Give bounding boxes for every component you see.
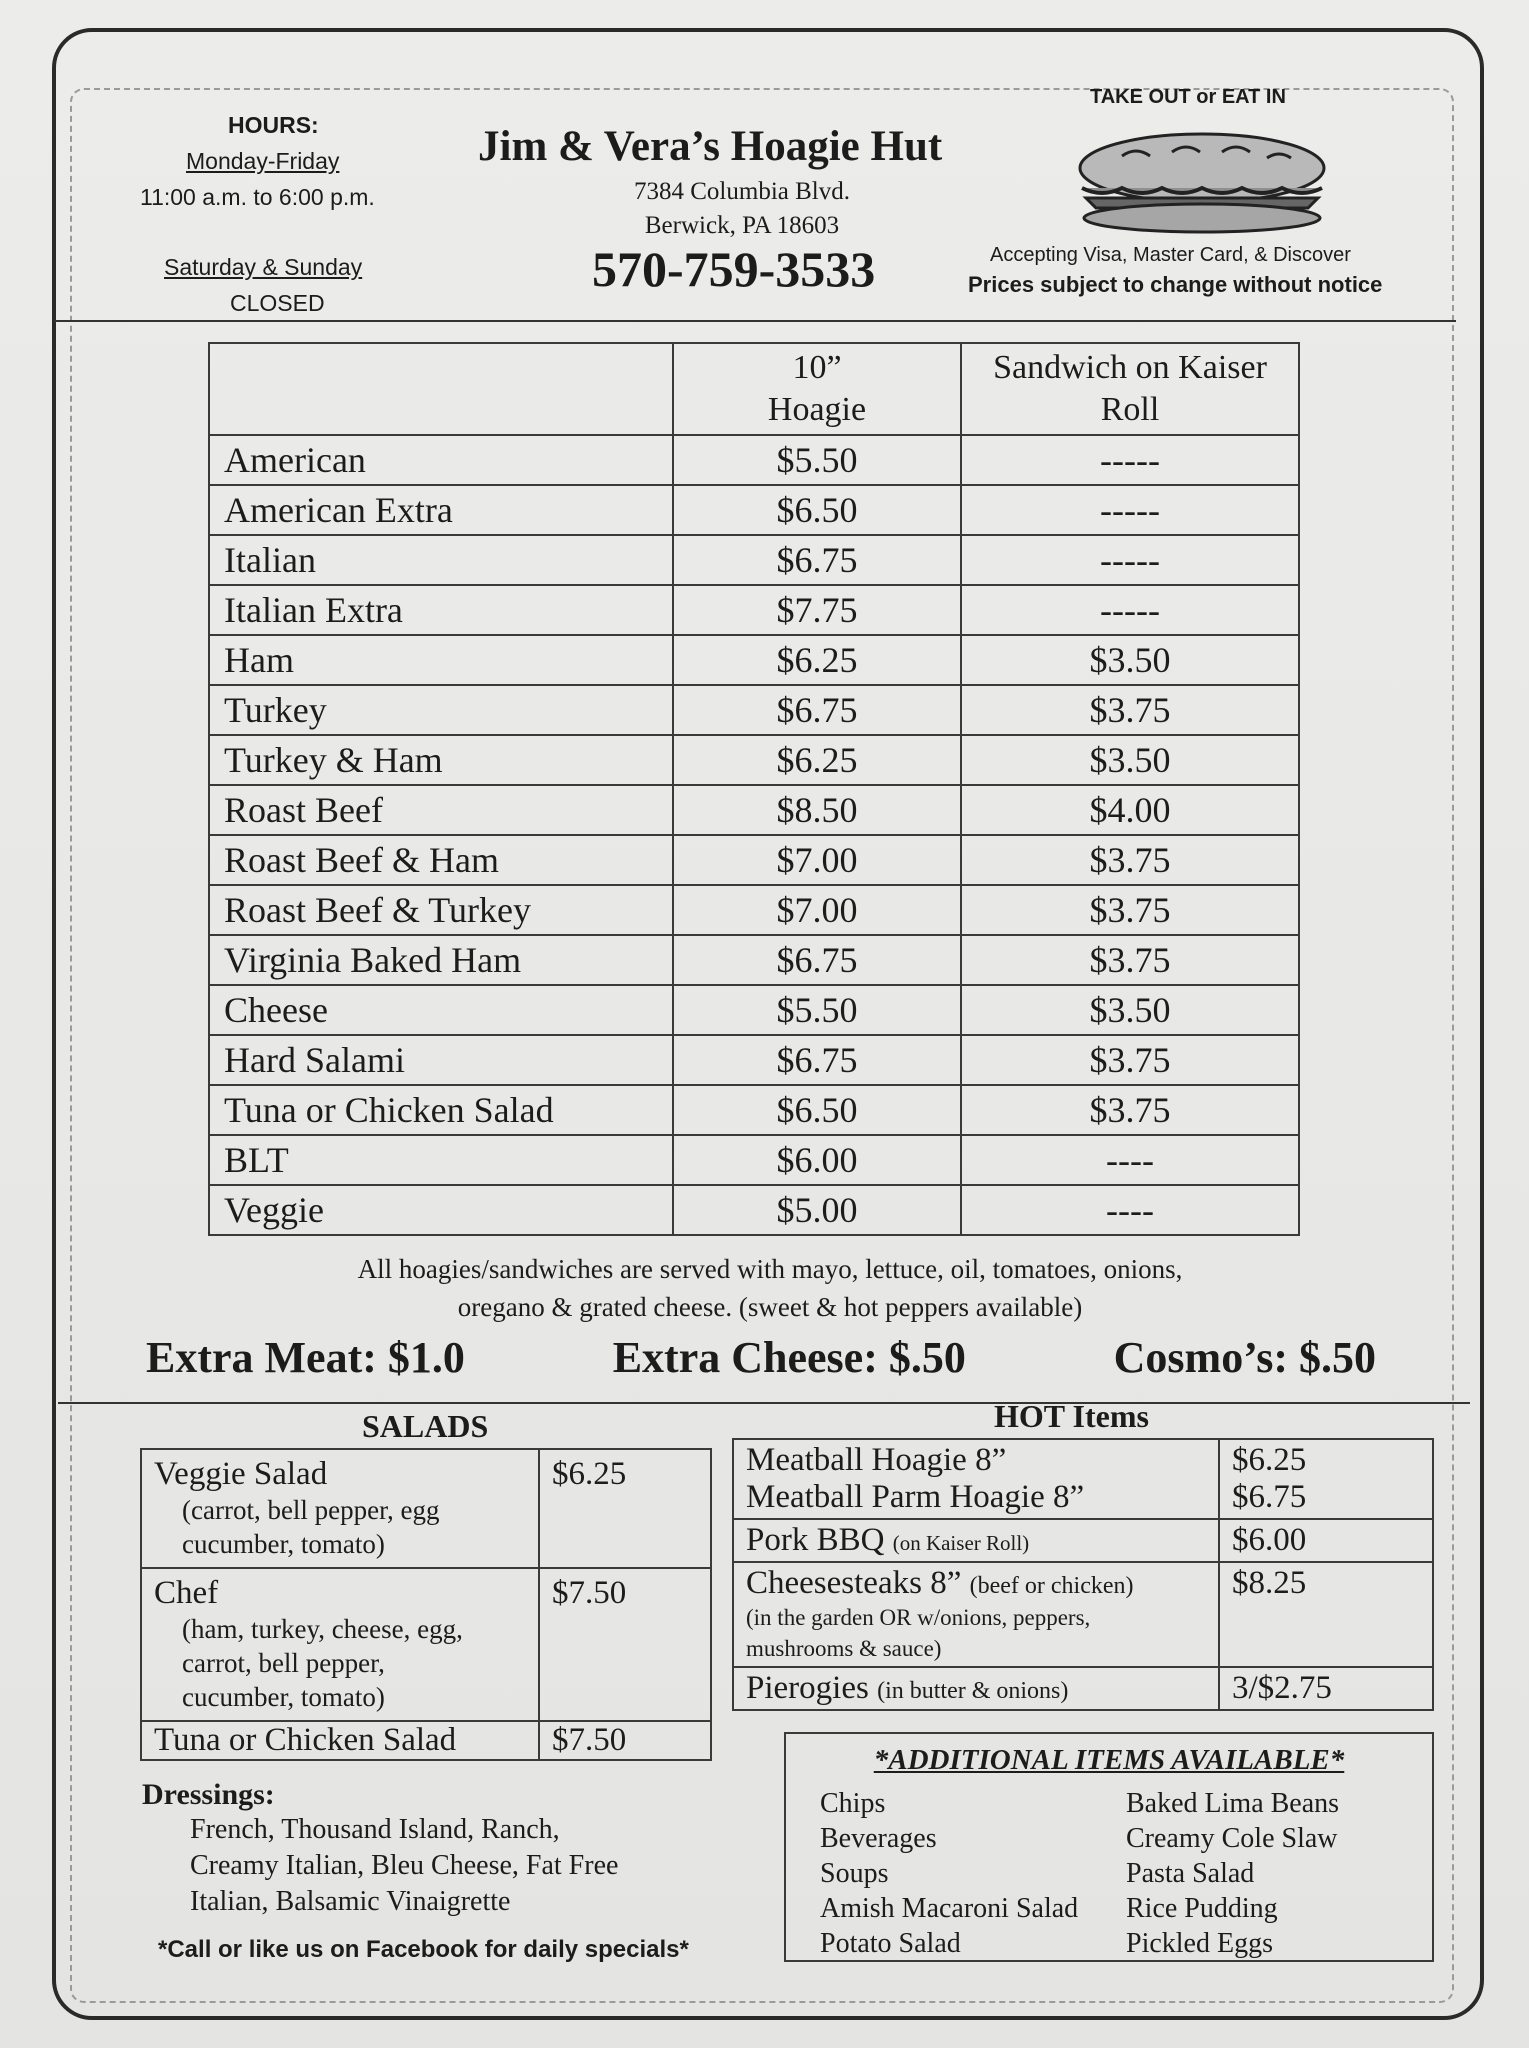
weekday-hours: 11:00 a.m. to 6:00 p.m. — [140, 184, 375, 210]
menu-item-name: Cheese — [209, 985, 673, 1035]
chef-salad-name: Chef — [154, 1575, 219, 1611]
payment-note: Accepting Visa, Master Card, & Discover — [990, 244, 1351, 266]
pork-bbq-note: (on Kaiser Roll) — [892, 1531, 1030, 1555]
kaiser-price: $3.75 — [961, 935, 1299, 985]
kaiser-price: $3.75 — [961, 1085, 1299, 1135]
additional-items-left — [820, 1786, 1078, 1961]
kaiser-price: $3.50 — [961, 985, 1299, 1035]
kaiser-label-2: Roll — [1100, 391, 1160, 428]
meatball-hoagie-price: $6.25 — [1232, 1442, 1307, 1478]
dressings-line1: French, Thousand Island, Ranch, — [190, 1814, 560, 1845]
tuna-salad-name: Tuna or Chicken Salad — [141, 1721, 539, 1760]
extras-line — [146, 1332, 1376, 1383]
kaiser-price: $3.50 — [961, 635, 1299, 685]
veggie-salad-desc2: cucumber, tomato) — [182, 1529, 385, 1559]
menu-item-name: Roast Beef & Turkey — [209, 885, 673, 935]
list-item: Pasta Salad — [1126, 1858, 1255, 1889]
kaiser-price: ---- — [961, 1135, 1299, 1185]
veggie-salad-price: $6.25 — [539, 1449, 711, 1568]
table-row — [209, 1185, 1299, 1235]
meatball-parm-price: $6.75 — [1232, 1479, 1307, 1515]
toppings-note-line1: All hoagies/sandwiches are served with mayo, lettuce, oil, tomatoes, onions, — [357, 1254, 1183, 1284]
menu-item-name: Turkey — [209, 685, 673, 735]
salads-table — [140, 1448, 712, 1761]
hoagie-price: $6.50 — [673, 485, 961, 535]
kaiser-price: $3.75 — [961, 835, 1299, 885]
table-row — [209, 885, 1299, 935]
weekend-label: Saturday & Sunday — [164, 254, 363, 280]
menu-item-name: Roast Beef & Ham — [209, 835, 673, 885]
hoagie-price: $6.75 — [673, 935, 961, 985]
table-row — [141, 1721, 711, 1760]
tuna-salad-price: $7.50 — [539, 1721, 711, 1760]
extra-cheese: Extra Cheese: $.50 — [612, 1333, 966, 1382]
cosmos: Cosmo’s: $.50 — [1113, 1333, 1376, 1382]
chef-salad-cell — [141, 1568, 539, 1721]
cheesesteak-cell — [733, 1562, 1219, 1667]
hoagie-price: $6.75 — [673, 1035, 961, 1085]
kaiser-price: ----- — [961, 485, 1299, 535]
kaiser-price: ----- — [961, 535, 1299, 585]
table-row — [209, 735, 1299, 785]
kaiser-price: ----- — [961, 585, 1299, 635]
list-item: Beverages — [820, 1823, 937, 1854]
menu-item-name: BLT — [209, 1135, 673, 1185]
meatball-parm-name: Meatball Parm Hoagie 8” — [746, 1479, 1085, 1515]
weekend-status: CLOSED — [230, 290, 325, 316]
menu-item-name: American Extra — [209, 485, 673, 535]
header-divider — [54, 320, 1456, 322]
chef-salad-price: $7.50 — [539, 1568, 711, 1721]
list-item: Pickled Eggs — [1126, 1928, 1273, 1959]
table-row — [209, 1085, 1299, 1135]
pierogies-note: (in butter & onions) — [877, 1678, 1069, 1704]
kaiser-price: $3.75 — [961, 685, 1299, 735]
pierogies-name: Pierogies — [746, 1670, 869, 1706]
meatball-price-cell — [1219, 1439, 1433, 1519]
hoagie-price: $7.00 — [673, 885, 961, 935]
meatball-hoagie-name: Meatball Hoagie 8” — [746, 1442, 1007, 1478]
menu-item-header — [209, 343, 673, 435]
hoagie-price: $6.75 — [673, 685, 961, 735]
menu-item-name: Hard Salami — [209, 1035, 673, 1085]
toppings-note — [180, 1250, 1360, 1326]
menu-item-name: American — [209, 435, 673, 485]
toppings-note-line2: oregano & grated cheese. (sweet & hot peppers available) — [457, 1292, 1083, 1322]
menu-item-name: Turkey & Ham — [209, 735, 673, 785]
menu-item-name: Italian Extra — [209, 585, 673, 635]
hoagie-icon — [1062, 128, 1342, 236]
hoagie-menu-table — [208, 342, 1300, 1236]
price-notice: Prices subject to change without notice — [968, 272, 1383, 297]
hoagie-column-header — [673, 343, 961, 435]
hoagie-price: $6.75 — [673, 535, 961, 585]
hoagie-price: $6.25 — [673, 735, 961, 785]
facebook-note: *Call or like us on Facebook for daily specials* — [158, 1936, 689, 1963]
cheesesteak-note: (beef or chicken) — [969, 1573, 1134, 1599]
hoagie-price: $6.00 — [673, 1135, 961, 1185]
menu-item-name: Tuna or Chicken Salad — [209, 1085, 673, 1135]
dressings-list — [190, 1812, 618, 1920]
hoagie-price: $5.50 — [673, 985, 961, 1035]
table-row — [209, 1135, 1299, 1185]
table-row — [141, 1568, 711, 1721]
kaiser-price: $3.50 — [961, 735, 1299, 785]
table-row — [209, 435, 1299, 485]
hot-items-table — [732, 1438, 1434, 1711]
table-row — [209, 1035, 1299, 1085]
list-item: Creamy Cole Slaw — [1126, 1823, 1338, 1854]
hoagie-price: $6.50 — [673, 1085, 961, 1135]
phone-number: 570-759-3533 — [592, 241, 876, 297]
cheesesteak-desc1: (in the garden OR w/onions, peppers, — [746, 1605, 1091, 1630]
menu-item-name: Italian — [209, 535, 673, 585]
hoagie-price: $5.50 — [673, 435, 961, 485]
hoagie-price: $5.00 — [673, 1185, 961, 1235]
hoagie-price: $8.50 — [673, 785, 961, 835]
salads-title: SALADS — [362, 1408, 489, 1444]
table-row — [733, 1562, 1433, 1667]
cheesesteak-name: Cheesesteaks 8” — [746, 1565, 962, 1601]
kaiser-column-header — [961, 343, 1299, 435]
chef-salad-desc2: carrot, bell pepper, — [182, 1648, 385, 1678]
menu-header-row — [209, 343, 1299, 435]
dressings-line3: Italian, Balsamic Vinaigrette — [190, 1886, 511, 1917]
kaiser-price: $3.75 — [961, 1035, 1299, 1085]
menu-item-name: Veggie — [209, 1185, 673, 1235]
veggie-salad-cell — [141, 1449, 539, 1568]
list-item: Soups — [820, 1858, 889, 1889]
pork-bbq-cell — [733, 1519, 1219, 1562]
list-item: Chips — [820, 1788, 886, 1819]
hoagie-price: $7.00 — [673, 835, 961, 885]
additional-items-box — [784, 1732, 1434, 1962]
weekday-label: Monday-Friday — [186, 148, 340, 174]
dressings-line2: Creamy Italian, Bleu Cheese, Fat Free — [190, 1850, 619, 1881]
table-row — [141, 1449, 711, 1568]
table-row — [733, 1667, 1433, 1710]
menu-item-name: Virginia Baked Ham — [209, 935, 673, 985]
hoagie-price: $6.25 — [673, 635, 961, 685]
pork-bbq-price: $6.00 — [1219, 1519, 1433, 1562]
table-row — [209, 535, 1299, 585]
hours-title: HOURS: — [228, 112, 319, 138]
address-line2: Berwick, PA 18603 — [644, 212, 840, 239]
address-line1: 7384 Columbia Blvd. — [634, 178, 850, 205]
chef-salad-desc3: cucumber, tomato) — [182, 1682, 385, 1712]
menu-rows — [209, 435, 1299, 1235]
table-row — [733, 1439, 1433, 1519]
table-row — [209, 685, 1299, 735]
table-row — [733, 1519, 1433, 1562]
menu-item-name: Ham — [209, 635, 673, 685]
hot-items-title: HOT Items — [994, 1398, 1149, 1434]
list-item: Rice Pudding — [1126, 1893, 1278, 1924]
table-row — [209, 985, 1299, 1035]
list-item: Amish Macaroni Salad — [820, 1893, 1079, 1924]
meatball-cell — [733, 1439, 1219, 1519]
veggie-salad-name: Veggie Salad — [154, 1456, 328, 1492]
additional-items-title: *ADDITIONAL ITEMS AVAILABLE* — [873, 1744, 1345, 1776]
chef-salad-desc1: (ham, turkey, cheese, egg, — [182, 1614, 463, 1644]
menu-item-name: Roast Beef — [209, 785, 673, 835]
table-row — [209, 485, 1299, 535]
veggie-salad-desc1: (carrot, bell pepper, egg — [182, 1495, 440, 1525]
hoagie-size: 10” — [792, 349, 842, 386]
hoagie-label: Hoagie — [767, 391, 867, 428]
section-divider — [58, 1402, 1470, 1404]
kaiser-price: ----- — [961, 435, 1299, 485]
additional-items-right — [1126, 1786, 1339, 1961]
restaurant-name: Jim & Vera’s Hoagie Hut — [478, 123, 943, 170]
pierogies-cell — [733, 1667, 1219, 1710]
table-row — [209, 835, 1299, 885]
kaiser-price: $4.00 — [961, 785, 1299, 835]
table-row — [209, 785, 1299, 835]
hoagie-price: $7.75 — [673, 585, 961, 635]
table-row — [209, 635, 1299, 685]
cheesesteak-desc2: mushrooms & sauce) — [746, 1636, 942, 1661]
kaiser-label-1: Sandwich on Kaiser — [993, 349, 1267, 386]
extra-meat: Extra Meat: $1.0 — [146, 1333, 465, 1382]
takeout-label: TAKE OUT or EAT IN — [1090, 86, 1286, 108]
kaiser-price: ---- — [961, 1185, 1299, 1235]
list-item: Potato Salad — [820, 1928, 961, 1959]
dressings-title: Dressings: — [142, 1778, 275, 1811]
list-item: Baked Lima Beans — [1126, 1788, 1340, 1819]
table-row — [209, 585, 1299, 635]
table-row — [209, 935, 1299, 985]
kaiser-price: $3.75 — [961, 885, 1299, 935]
cheesesteak-price: $8.25 — [1219, 1562, 1433, 1667]
pork-bbq-name: Pork BBQ — [746, 1522, 885, 1558]
pierogies-price: 3/$2.75 — [1219, 1667, 1433, 1710]
